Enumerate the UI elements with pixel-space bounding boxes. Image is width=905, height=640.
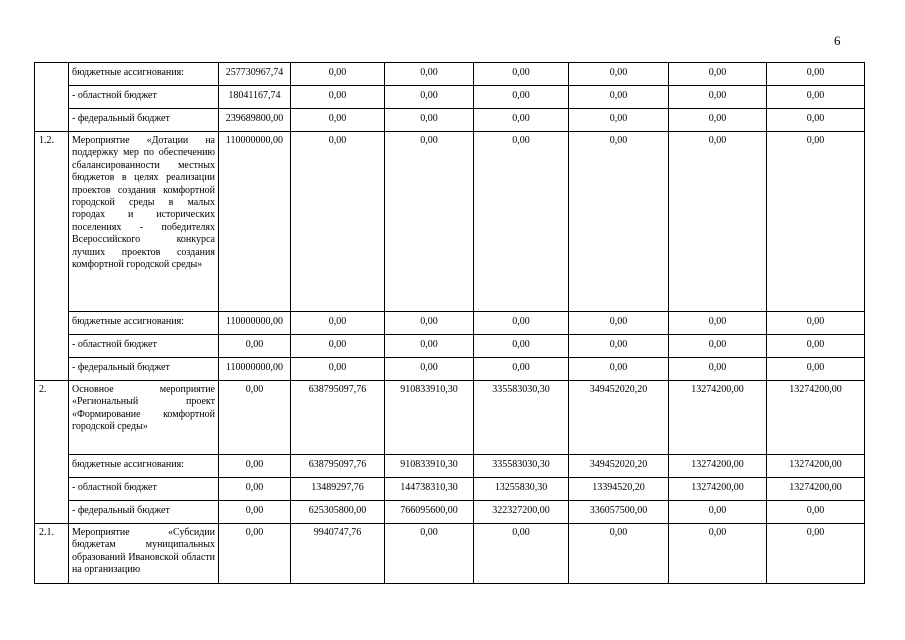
value-cell: 0,00 <box>385 524 474 584</box>
row-name-cell: - областной бюджет <box>69 478 219 501</box>
table-row <box>35 109 865 132</box>
value-cell: 336057500,00 <box>569 501 669 524</box>
row-name-cell: - федеральный бюджет <box>69 358 219 381</box>
value-cell: 0,00 <box>385 335 474 358</box>
value-cell: 18041167,74 <box>219 86 291 109</box>
value-cell: 0,00 <box>385 63 474 86</box>
value-cell: 638795097,76 <box>291 455 385 478</box>
table-row <box>35 335 865 358</box>
value-cell: 144738310,30 <box>385 478 474 501</box>
value-cell: 0,00 <box>569 132 669 312</box>
value-cell: 0,00 <box>569 524 669 584</box>
value-cell: 0,00 <box>669 63 767 86</box>
value-cell: 0,00 <box>219 478 291 501</box>
row-name-cell: - федеральный бюджет <box>69 109 219 132</box>
value-cell: 0,00 <box>219 524 291 584</box>
value-cell: 0,00 <box>767 335 865 358</box>
value-cell: 13274200,00 <box>669 478 767 501</box>
value-cell: 625305800,00 <box>291 501 385 524</box>
value-cell: 0,00 <box>669 335 767 358</box>
value-cell: 13274200,00 <box>767 455 865 478</box>
value-cell: 0,00 <box>767 501 865 524</box>
value-cell: 13274200,00 <box>767 381 865 455</box>
table-row <box>35 86 865 109</box>
table-row <box>35 381 865 455</box>
value-cell: 0,00 <box>569 335 669 358</box>
value-cell: 110000000,00 <box>219 358 291 381</box>
value-cell: 335583030,30 <box>474 455 569 478</box>
row-number-cell: 1.2. <box>35 132 69 381</box>
value-cell: 0,00 <box>669 358 767 381</box>
value-cell: 0,00 <box>385 132 474 312</box>
value-cell: 239689800,00 <box>219 109 291 132</box>
value-cell: 0,00 <box>569 109 669 132</box>
table-row <box>35 524 865 584</box>
row-name-cell: Мероприятие «Дотации на поддержку мер по обеспечению сбалансированности местных бюджетов в целях реализации проектов создания комфортной городской среды в малых городах и исторических поселениях - победителях Всероссийского конкурса лучших проектов создания комфортной городской среды» <box>69 132 219 312</box>
value-cell: 0,00 <box>219 381 291 455</box>
value-cell: 0,00 <box>767 358 865 381</box>
row-name-cell: бюджетные ассигнования: <box>69 455 219 478</box>
value-cell: 910833910,30 <box>385 381 474 455</box>
value-cell: 0,00 <box>219 501 291 524</box>
row-name-cell: Основное мероприятие «Региональный проект «Формирование комфортной городской среды» <box>69 381 219 455</box>
value-cell: 0,00 <box>669 312 767 335</box>
page-number: 6 <box>834 33 841 48</box>
value-cell: 0,00 <box>474 358 569 381</box>
row-name-cell: - федеральный бюджет <box>69 501 219 524</box>
value-cell: 322327200,00 <box>474 501 569 524</box>
table-row <box>35 312 865 335</box>
value-cell: 13394520,20 <box>569 478 669 501</box>
value-cell: 0,00 <box>474 132 569 312</box>
value-cell: 0,00 <box>569 312 669 335</box>
value-cell: 9940747,76 <box>291 524 385 584</box>
row-number-cell <box>35 63 69 132</box>
row-name-cell: бюджетные ассигнования: <box>69 312 219 335</box>
value-cell: 0,00 <box>474 335 569 358</box>
value-cell: 0,00 <box>569 86 669 109</box>
value-cell: 13255830,30 <box>474 478 569 501</box>
table-row <box>35 132 865 312</box>
value-cell: 0,00 <box>474 63 569 86</box>
row-number-cell: 2. <box>35 381 69 524</box>
table-row <box>35 478 865 501</box>
value-cell: 0,00 <box>474 524 569 584</box>
value-cell: 0,00 <box>767 132 865 312</box>
row-name-cell: - областной бюджет <box>69 335 219 358</box>
value-cell: 335583030,30 <box>474 381 569 455</box>
value-cell: 0,00 <box>767 63 865 86</box>
value-cell: 0,00 <box>474 86 569 109</box>
row-name-cell: бюджетные ассигнования: <box>69 63 219 86</box>
value-cell: 0,00 <box>385 358 474 381</box>
value-cell: 0,00 <box>385 312 474 335</box>
value-cell: 0,00 <box>569 63 669 86</box>
value-cell: 0,00 <box>291 312 385 335</box>
value-cell: 0,00 <box>219 455 291 478</box>
value-cell: 0,00 <box>669 524 767 584</box>
value-cell: 349452020,20 <box>569 455 669 478</box>
value-cell: 0,00 <box>669 132 767 312</box>
value-cell: 0,00 <box>291 109 385 132</box>
value-cell: 110000000,00 <box>219 132 291 312</box>
row-number-cell: 2.1. <box>35 524 69 584</box>
value-cell: 0,00 <box>219 335 291 358</box>
value-cell: 110000000,00 <box>219 312 291 335</box>
value-cell: 13274200,00 <box>669 381 767 455</box>
value-cell: 257730967,74 <box>219 63 291 86</box>
value-cell: 0,00 <box>767 86 865 109</box>
value-cell: 0,00 <box>569 358 669 381</box>
value-cell: 0,00 <box>385 109 474 132</box>
table-row <box>35 358 865 381</box>
value-cell: 0,00 <box>767 524 865 584</box>
value-cell: 0,00 <box>291 86 385 109</box>
value-cell: 0,00 <box>767 312 865 335</box>
table-row <box>35 501 865 524</box>
row-name-cell: Мероприятие «Субсидии бюджетам муниципальных образований Ивановской области на организацию <box>69 524 219 584</box>
table-row <box>35 63 865 86</box>
value-cell: 0,00 <box>474 109 569 132</box>
value-cell: 766095600,00 <box>385 501 474 524</box>
value-cell: 0,00 <box>669 109 767 132</box>
value-cell: 638795097,76 <box>291 381 385 455</box>
value-cell: 0,00 <box>291 63 385 86</box>
value-cell: 910833910,30 <box>385 455 474 478</box>
value-cell: 0,00 <box>291 132 385 312</box>
value-cell: 0,00 <box>291 335 385 358</box>
row-name-cell: - областной бюджет <box>69 86 219 109</box>
value-cell: 0,00 <box>291 358 385 381</box>
table-row <box>35 455 865 478</box>
value-cell: 349452020,20 <box>569 381 669 455</box>
budget-table <box>34 62 865 584</box>
value-cell: 0,00 <box>385 86 474 109</box>
value-cell: 0,00 <box>669 501 767 524</box>
value-cell: 0,00 <box>474 312 569 335</box>
value-cell: 13274200,00 <box>669 455 767 478</box>
value-cell: 0,00 <box>669 86 767 109</box>
value-cell: 13274200,00 <box>767 478 865 501</box>
value-cell: 0,00 <box>767 109 865 132</box>
value-cell: 13489297,76 <box>291 478 385 501</box>
